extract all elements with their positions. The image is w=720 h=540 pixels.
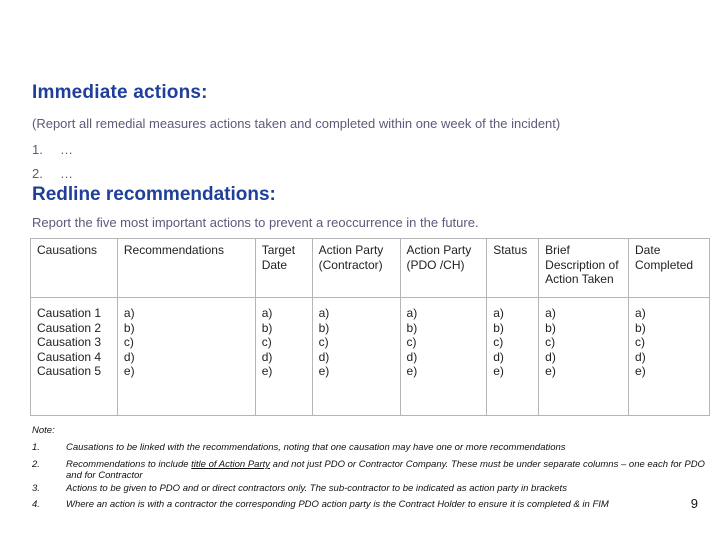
page-number: 9: [690, 496, 698, 511]
column-header-brief-description: Brief Description of Action Taken: [539, 239, 629, 298]
letter-entry: e): [261, 364, 273, 378]
causation-entry: Causation 3: [37, 335, 102, 349]
letter-entry: c): [318, 335, 329, 349]
item-text: …: [60, 166, 73, 181]
column-header-action-party-contractor: Action Party (Contractor): [312, 239, 400, 298]
letter-entry: e): [493, 364, 504, 378]
table-header-row: [31, 239, 710, 298]
letter-entry: c): [493, 335, 504, 349]
causation-entry: Causation 1: [37, 306, 102, 320]
note-text: Causations to be linked with the recommendations, noting that one causation may have one or more recommendations: [66, 442, 566, 453]
immediate-actions-heading: Immediate actions:: [32, 82, 208, 103]
item-text: …: [60, 142, 73, 157]
letter-entry: d): [123, 349, 135, 364]
letter-entry: e): [635, 364, 646, 378]
column-header-action-party-pdo: Action Party (PDO /CH): [400, 239, 487, 298]
letter-entry: a): [545, 306, 556, 320]
note-number: 2.: [32, 459, 40, 470]
notes-label: Note:: [32, 425, 55, 436]
letter-entry: e): [406, 364, 418, 378]
target-date-cell: [255, 298, 312, 416]
letter-entry: c): [261, 335, 272, 349]
letter-entry: a): [635, 306, 646, 320]
letter-entry: a): [261, 306, 273, 320]
column-header-causations: Causations: [31, 239, 118, 298]
letter-entry: b): [123, 320, 135, 335]
letter-entry: b): [635, 320, 646, 335]
item-number: 1.: [32, 142, 43, 157]
letter-entry: c): [545, 335, 556, 349]
letter-entry: b): [545, 320, 556, 335]
column-header-date-completed: Date Completed: [629, 239, 710, 298]
note-number: 4.: [32, 499, 40, 510]
note-text: [66, 459, 706, 481]
immediate-actions-instructions: (Report all remedial measures actions taken and completed within one week of the incident): [32, 116, 561, 131]
letter-entry: a): [493, 306, 504, 320]
note-text-part: Recommendations to include: [66, 459, 192, 470]
letter-entry: d): [545, 349, 556, 364]
letter-entry: d): [493, 349, 504, 364]
action-party-contractor-cell: [312, 298, 400, 416]
letter-entry: d): [318, 349, 330, 364]
letter-entry: e): [545, 364, 556, 378]
item-number: 2.: [32, 166, 43, 181]
action-party-pdo-cell: [400, 298, 487, 416]
note-text-part: and not just PDO or Contractor Company. These must be under separate columns – one each for PDO and for Contractor: [66, 459, 705, 481]
date-completed-cell: [629, 298, 710, 416]
letter-entry: b): [406, 320, 418, 335]
letter-entry: d): [635, 349, 646, 364]
letter-entry: b): [261, 320, 273, 335]
letter-entry: a): [318, 306, 330, 320]
note-text: Where an action is with a contractor the corresponding PDO action party is the Contract Holder to ensure it is completed & in FIM: [66, 499, 609, 510]
brief-description-cell: [539, 298, 629, 416]
causation-entry: Causation 4: [37, 349, 102, 364]
recommendations-cell: [117, 298, 255, 416]
note-text-underlined: title of Action Party: [191, 459, 271, 470]
column-header-recommendations: Recommendations: [117, 239, 255, 298]
causations-cell: [31, 298, 118, 416]
letter-entry: d): [406, 349, 418, 364]
table-body-row: [31, 298, 710, 416]
letter-entry: c): [635, 335, 646, 349]
letter-entry: c): [123, 335, 134, 349]
letter-entry: d): [261, 349, 273, 364]
column-header-status: Status: [487, 239, 539, 298]
letter-entry: b): [318, 320, 330, 335]
letter-entry: c): [406, 335, 417, 349]
note-number: 3.: [32, 483, 40, 494]
note-number: 1.: [32, 442, 40, 453]
causation-entry: Causation 2: [37, 320, 102, 335]
letter-entry: a): [123, 306, 135, 320]
letter-entry: e): [318, 364, 330, 378]
note-text: Actions to be given to PDO and or direct contractors only. The sub-contractor to be indicated as action party in brackets: [66, 483, 567, 494]
letter-entry: b): [493, 320, 504, 335]
status-cell: [487, 298, 539, 416]
letter-entry: a): [406, 306, 418, 320]
immediate-action-item: [32, 166, 73, 181]
redline-recommendations-heading: Redline recommendations:: [32, 184, 276, 205]
immediate-action-item: [32, 142, 73, 157]
causation-entry: Causation 5: [37, 364, 102, 378]
recommendations-table: [30, 238, 710, 416]
column-header-target-date: Target Date: [255, 239, 312, 298]
letter-entry: e): [123, 364, 135, 378]
redline-recommendations-instructions: Report the five most important actions to prevent a reoccurrence in the future.: [32, 215, 479, 230]
